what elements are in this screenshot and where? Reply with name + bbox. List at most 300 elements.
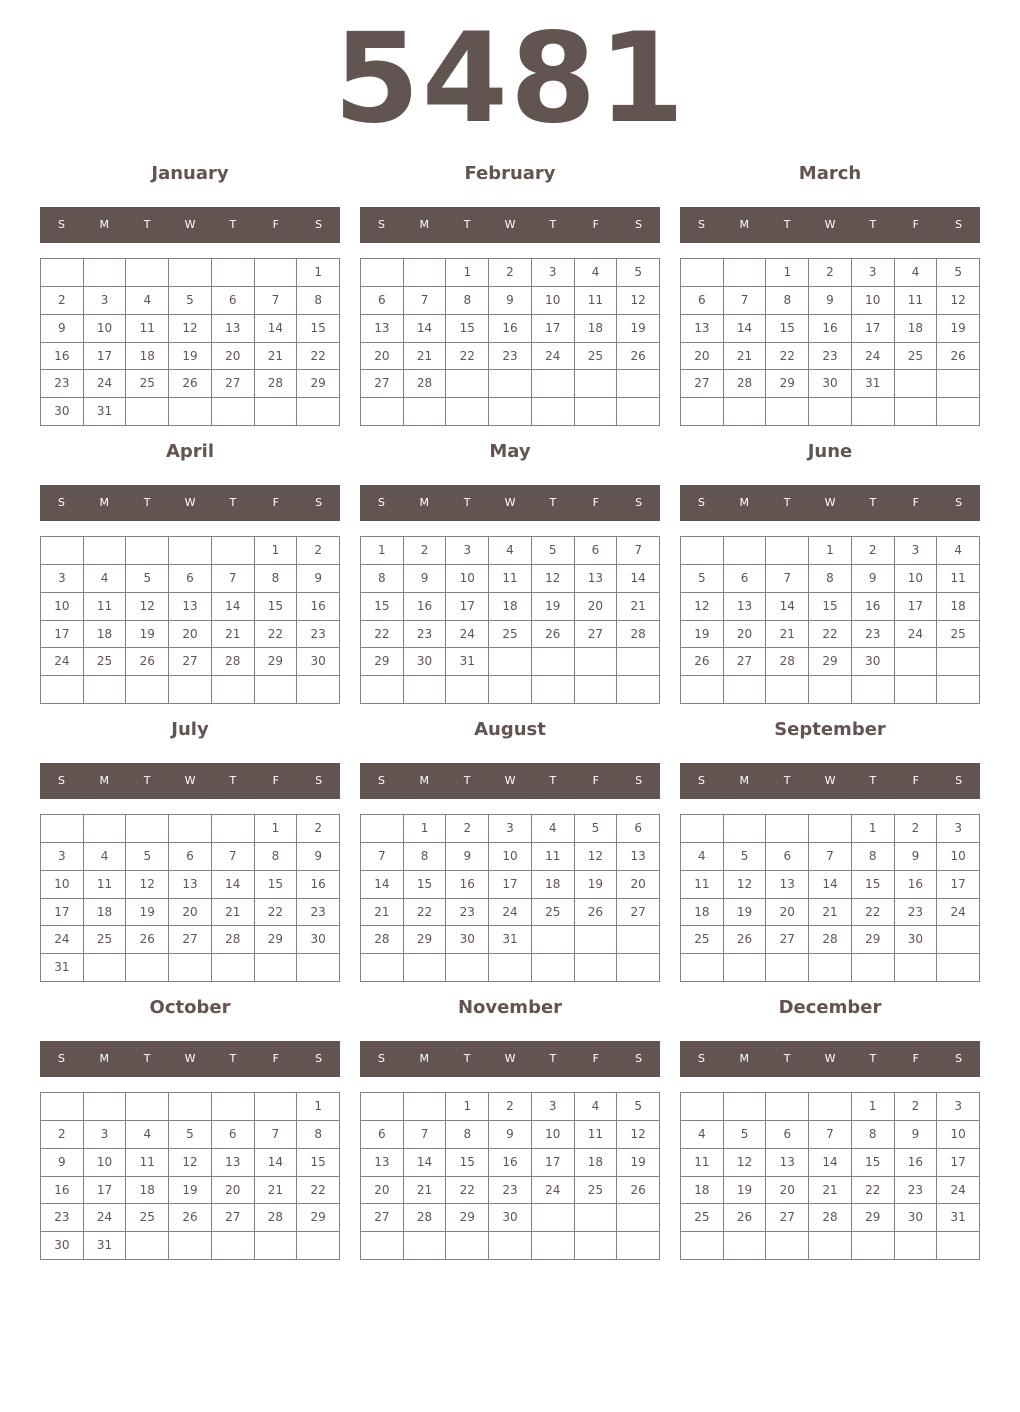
day-cell: 12 [724,871,767,899]
empty-day-cell [297,676,340,704]
day-cell: 7 [404,1121,447,1149]
empty-day-cell [212,676,255,704]
empty-day-cell [724,398,767,426]
day-cell: 4 [681,1121,724,1149]
day-cell: 26 [575,899,618,927]
day-cell: 28 [724,370,767,398]
empty-day-cell [41,676,84,704]
empty-day-cell [255,259,298,287]
weekday-header [40,1041,340,1077]
weekday-label: F [592,774,599,787]
day-cell: 21 [809,899,852,927]
weekday-label: T [869,496,877,509]
empty-day-cell [41,815,84,843]
day-cell: 8 [297,1121,340,1149]
day-cell: 2 [446,815,489,843]
day-cell: 28 [809,926,852,954]
empty-day-cell [852,676,895,704]
empty-day-cell [126,398,169,426]
empty-day-cell [169,1232,212,1260]
empty-day-cell [809,398,852,426]
day-cell: 23 [41,1204,84,1232]
day-cell: 12 [617,1121,660,1149]
empty-day-cell [84,815,127,843]
day-cell: 11 [895,287,938,315]
day-cell: 29 [361,648,404,676]
day-cell: 13 [617,843,660,871]
day-cell: 22 [809,621,852,649]
weekday-label: F [272,1052,279,1065]
empty-day-cell [809,954,852,982]
day-cell: 8 [297,287,340,315]
empty-day-cell [766,1093,809,1121]
day-cell: 6 [766,1121,809,1149]
day-cell: 5 [681,565,724,593]
day-cell: 6 [766,843,809,871]
day-cell: 8 [361,565,404,593]
day-cell: 18 [575,315,618,343]
day-cell: 5 [617,1093,660,1121]
empty-day-cell [361,1093,404,1121]
weekday-label: W [504,774,516,787]
day-cell: 14 [255,315,298,343]
day-cell: 21 [404,343,447,371]
days-grid [40,536,340,704]
day-cell: 18 [84,899,127,927]
empty-day-cell [446,954,489,982]
weekday-label: M [739,774,750,787]
weekday-label: M [419,1052,430,1065]
empty-day-cell [575,370,618,398]
day-cell: 20 [766,899,809,927]
empty-day-cell [766,954,809,982]
day-cell: 4 [895,259,938,287]
weekday-label: M [99,774,110,787]
empty-day-cell [724,676,767,704]
day-cell: 22 [361,621,404,649]
empty-day-cell [489,676,532,704]
day-cell: 8 [255,565,298,593]
weekday-label: F [592,496,599,509]
empty-day-cell [617,954,660,982]
empty-day-cell [575,1232,618,1260]
day-cell: 24 [446,621,489,649]
empty-day-cell [532,648,575,676]
weekday-header [360,1041,660,1077]
day-cell: 11 [126,315,169,343]
empty-day-cell [895,676,938,704]
empty-day-cell [212,398,255,426]
day-cell: 8 [404,843,447,871]
day-cell: 10 [446,565,489,593]
day-cell: 27 [169,648,212,676]
day-cell: 30 [895,926,938,954]
weekday-header [680,763,980,799]
empty-day-cell [84,954,127,982]
day-cell: 22 [404,899,447,927]
empty-day-cell [809,676,852,704]
weekday-label: W [504,496,516,509]
weekday-header [40,763,340,799]
empty-day-cell [361,259,404,287]
empty-day-cell [724,259,767,287]
empty-day-cell [126,1093,169,1121]
empty-day-cell [895,954,938,982]
weekday-label: T [783,218,791,231]
day-cell: 27 [766,1204,809,1232]
day-cell: 17 [852,315,895,343]
day-cell: 22 [446,1177,489,1205]
day-cell: 24 [532,1177,575,1205]
day-cell: 7 [404,287,447,315]
day-cell: 12 [681,593,724,621]
empty-day-cell [724,1093,767,1121]
day-cell: 15 [297,1149,340,1177]
day-cell: 1 [297,259,340,287]
weekday-label: F [272,496,279,509]
weekday-header [360,207,660,243]
day-cell: 19 [681,621,724,649]
day-cell: 1 [361,537,404,565]
day-cell: 23 [446,899,489,927]
day-cell: 6 [361,287,404,315]
empty-day-cell [532,398,575,426]
day-cell: 2 [41,287,84,315]
weekday-label: W [184,1052,196,1065]
day-cell: 7 [766,565,809,593]
day-cell: 3 [41,565,84,593]
day-cell: 2 [297,537,340,565]
day-cell: 30 [404,648,447,676]
day-cell: 27 [169,926,212,954]
day-cell: 16 [297,871,340,899]
day-cell: 25 [895,343,938,371]
empty-day-cell [126,954,169,982]
day-cell: 4 [681,843,724,871]
day-cell: 9 [41,1149,84,1177]
days-grid [680,1092,980,1260]
empty-day-cell [575,398,618,426]
weekday-label: S [377,1052,385,1065]
empty-day-cell [724,537,767,565]
day-cell: 26 [126,926,169,954]
empty-day-cell [255,1232,298,1260]
day-cell: 26 [532,621,575,649]
day-cell: 4 [937,537,980,565]
weekday-label: S [315,218,323,231]
empty-day-cell [169,537,212,565]
day-cell: 10 [895,565,938,593]
weekday-label: M [739,1052,750,1065]
empty-day-cell [489,1232,532,1260]
day-cell: 12 [532,565,575,593]
day-cell: 11 [681,1149,724,1177]
empty-day-cell [361,676,404,704]
weekday-label: T [549,774,557,787]
day-cell: 9 [297,843,340,871]
weekday-label: S [955,218,963,231]
day-cell: 26 [724,926,767,954]
day-cell: 29 [809,648,852,676]
weekday-label: W [824,774,836,787]
day-cell: 2 [489,259,532,287]
day-cell: 6 [212,287,255,315]
day-cell: 29 [255,926,298,954]
day-cell: 13 [724,593,767,621]
empty-day-cell [489,398,532,426]
empty-day-cell [532,676,575,704]
day-cell: 23 [41,370,84,398]
empty-day-cell [681,259,724,287]
month-name: August [474,719,546,740]
day-cell: 20 [361,1177,404,1205]
empty-day-cell [937,954,980,982]
day-cell: 21 [724,343,767,371]
empty-day-cell [446,370,489,398]
day-cell: 5 [937,259,980,287]
empty-day-cell [532,370,575,398]
day-cell: 17 [41,899,84,927]
day-cell: 30 [446,926,489,954]
weekday-label: T [229,496,237,509]
month-name: February [464,163,556,184]
weekday-label: M [99,496,110,509]
day-cell: 14 [724,315,767,343]
empty-day-cell [937,398,980,426]
day-cell: 29 [255,648,298,676]
empty-day-cell [895,1232,938,1260]
day-cell: 16 [489,315,532,343]
day-cell: 9 [809,287,852,315]
day-cell: 24 [937,899,980,927]
day-cell: 16 [41,1177,84,1205]
day-cell: 28 [361,926,404,954]
day-cell: 16 [895,1149,938,1177]
empty-day-cell [169,815,212,843]
day-cell: 28 [766,648,809,676]
empty-day-cell [681,537,724,565]
empty-day-cell [255,676,298,704]
day-cell: 29 [852,1204,895,1232]
day-cell: 16 [489,1149,532,1177]
weekday-label: W [824,1052,836,1065]
weekday-label: S [955,496,963,509]
day-cell: 3 [489,815,532,843]
day-cell: 28 [809,1204,852,1232]
empty-day-cell [169,676,212,704]
day-cell: 20 [724,621,767,649]
weekday-label: S [955,774,963,787]
weekday-label: T [143,774,151,787]
day-cell: 11 [575,287,618,315]
day-cell: 9 [41,315,84,343]
day-cell: 12 [126,593,169,621]
day-cell: 21 [404,1177,447,1205]
empty-day-cell [766,537,809,565]
empty-day-cell [489,954,532,982]
empty-day-cell [852,398,895,426]
day-cell: 2 [41,1121,84,1149]
day-cell: 21 [617,593,660,621]
day-cell: 3 [446,537,489,565]
empty-day-cell [681,676,724,704]
days-grid [40,258,340,426]
day-cell: 2 [489,1093,532,1121]
day-cell: 26 [617,1177,660,1205]
weekday-label: T [549,1052,557,1065]
day-cell: 15 [766,315,809,343]
empty-day-cell [532,1232,575,1260]
day-cell: 4 [126,287,169,315]
day-cell: 4 [575,259,618,287]
day-cell: 19 [937,315,980,343]
days-grid [360,258,660,426]
empty-day-cell [681,398,724,426]
empty-day-cell [212,954,255,982]
day-cell: 14 [404,1149,447,1177]
empty-day-cell [575,1204,618,1232]
day-cell: 4 [84,565,127,593]
day-cell: 5 [126,565,169,593]
day-cell: 13 [169,871,212,899]
weekday-label: T [143,1052,151,1065]
empty-day-cell [489,370,532,398]
day-cell: 4 [84,843,127,871]
day-cell: 3 [84,287,127,315]
day-cell: 25 [126,1204,169,1232]
day-cell: 29 [297,1204,340,1232]
day-cell: 15 [404,871,447,899]
day-cell: 9 [297,565,340,593]
day-cell: 28 [404,370,447,398]
empty-day-cell [84,1093,127,1121]
empty-day-cell [532,1204,575,1232]
day-cell: 19 [169,1177,212,1205]
day-cell: 12 [169,315,212,343]
day-cell: 10 [937,843,980,871]
day-cell: 12 [724,1149,767,1177]
day-cell: 25 [575,343,618,371]
day-cell: 31 [41,954,84,982]
day-cell: 16 [41,343,84,371]
day-cell: 30 [895,1204,938,1232]
weekday-label: T [463,774,471,787]
day-cell: 12 [169,1149,212,1177]
day-cell: 8 [255,843,298,871]
day-cell: 5 [617,259,660,287]
empty-day-cell [489,648,532,676]
day-cell: 2 [895,1093,938,1121]
day-cell: 20 [766,1177,809,1205]
empty-day-cell [617,398,660,426]
day-cell: 1 [446,1093,489,1121]
day-cell: 1 [404,815,447,843]
empty-day-cell [84,676,127,704]
day-cell: 20 [681,343,724,371]
days-grid [40,1092,340,1260]
day-cell: 19 [169,343,212,371]
empty-day-cell [681,1093,724,1121]
day-cell: 30 [41,1232,84,1260]
day-cell: 15 [255,871,298,899]
empty-day-cell [212,1093,255,1121]
day-cell: 2 [895,815,938,843]
day-cell: 14 [255,1149,298,1177]
day-cell: 30 [297,926,340,954]
day-cell: 15 [852,1149,895,1177]
day-cell: 7 [255,287,298,315]
day-cell: 17 [84,1177,127,1205]
weekday-label: T [869,1052,877,1065]
day-cell: 5 [532,537,575,565]
day-cell: 22 [766,343,809,371]
day-cell: 12 [575,843,618,871]
empty-day-cell [446,398,489,426]
day-cell: 26 [724,1204,767,1232]
day-cell: 16 [446,871,489,899]
day-cell: 7 [255,1121,298,1149]
day-cell: 14 [212,871,255,899]
day-cell: 28 [255,1204,298,1232]
day-cell: 23 [489,343,532,371]
day-cell: 1 [446,259,489,287]
day-cell: 27 [617,899,660,927]
day-cell: 21 [255,1177,298,1205]
weekday-label: S [315,1052,323,1065]
weekday-label: S [377,774,385,787]
day-cell: 16 [895,871,938,899]
empty-day-cell [361,398,404,426]
day-cell: 23 [297,621,340,649]
day-cell: 11 [575,1121,618,1149]
month-name: March [798,163,862,184]
weekday-label: M [739,496,750,509]
weekday-label: S [697,218,705,231]
empty-day-cell [617,676,660,704]
weekday-label: F [912,1052,919,1065]
weekday-label: S [57,218,65,231]
day-cell: 18 [84,621,127,649]
day-cell: 15 [446,315,489,343]
day-cell: 20 [212,1177,255,1205]
empty-day-cell [852,1232,895,1260]
day-cell: 25 [575,1177,618,1205]
day-cell: 23 [404,621,447,649]
day-cell: 13 [766,871,809,899]
day-cell: 6 [681,287,724,315]
day-cell: 21 [212,621,255,649]
day-cell: 6 [169,843,212,871]
day-cell: 1 [809,537,852,565]
empty-day-cell [766,398,809,426]
day-cell: 24 [84,1204,127,1232]
empty-day-cell [575,676,618,704]
day-cell: 3 [84,1121,127,1149]
empty-day-cell [169,1093,212,1121]
day-cell: 7 [212,565,255,593]
empty-day-cell [895,648,938,676]
day-cell: 6 [617,815,660,843]
empty-day-cell [724,1232,767,1260]
day-cell: 27 [724,648,767,676]
day-cell: 5 [724,1121,767,1149]
day-cell: 7 [809,843,852,871]
day-cell: 19 [617,1149,660,1177]
empty-day-cell [126,537,169,565]
empty-day-cell [404,1093,447,1121]
day-cell: 9 [489,287,532,315]
day-cell: 18 [126,1177,169,1205]
